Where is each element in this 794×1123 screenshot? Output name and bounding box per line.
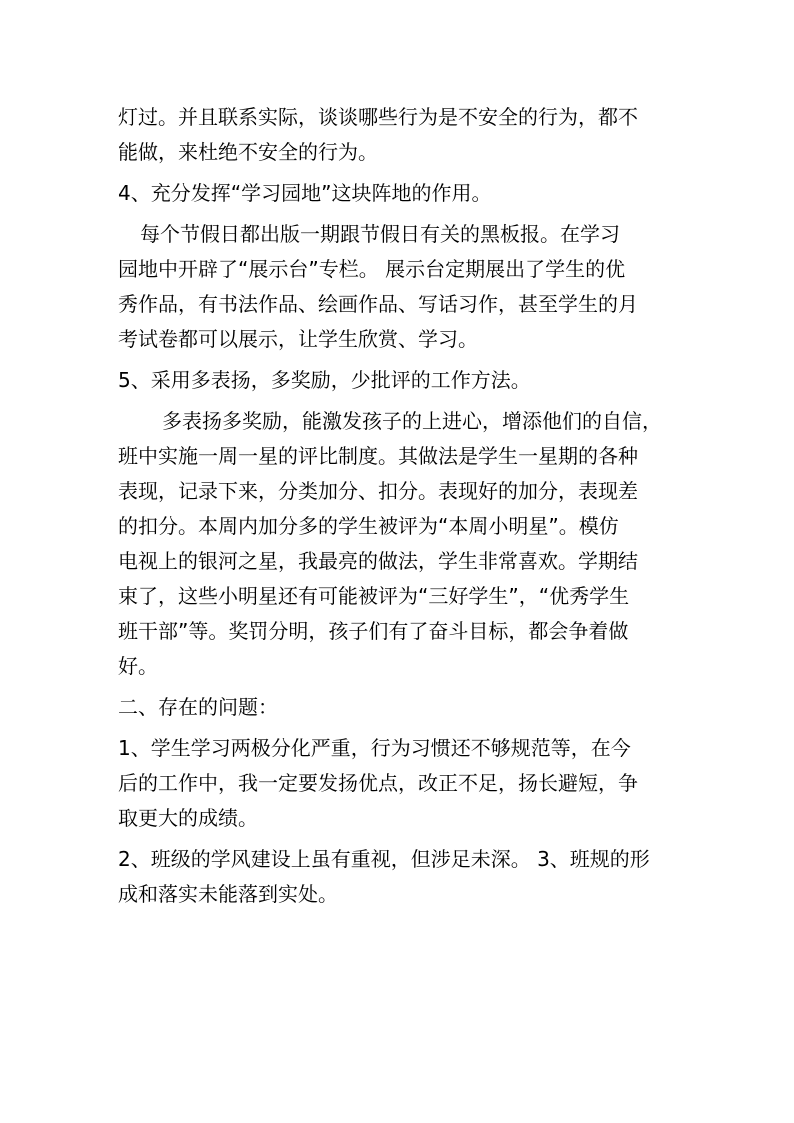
text-line: 好。: [118, 654, 158, 678]
text-line: 秀作品，有书法作品、绘画作品、写话习作，甚至学生的月: [118, 292, 638, 316]
text-line: 的扣分。本周内加分多的学生被评为“本周小明星”。模仿: [118, 514, 619, 538]
paragraph: [118, 731, 674, 836]
text-line: 园地中开辟了“展示台”专栏。 展示台定期展出了学生的优: [118, 257, 626, 281]
text-line: 5、采用多表扬，多奖励，少批评的工作方法。: [118, 368, 531, 392]
section-heading: [118, 363, 674, 398]
text-line: 成和落实未能落到实处。: [118, 882, 338, 906]
text-line: 2、班级的学风建设上虽有重视，但涉足未深。 3、班规的形: [118, 847, 650, 871]
text-line: 二、存在的问题：: [118, 695, 278, 719]
text-line: 班干部”等。奖罚分明，孩子们有了奋斗目标，都会争着做: [118, 619, 629, 643]
section-heading: [118, 176, 674, 211]
text-line: 束了，这些小明星还有可能被评为“三好学生”，“优秀学生: [118, 584, 630, 608]
text-line: 灯过。并且联系实际，谈谈哪些行为是不安全的行为，都不: [118, 105, 638, 129]
text-line: 能做，来杜绝不安全的行为。: [118, 140, 378, 164]
text-line: 表现，记录下来，分类加分、扣分。表现好的加分，表现差: [118, 479, 638, 503]
text-line: 后的工作中，我一定要发扬优点，改正不足，扬长避短，争: [118, 771, 638, 795]
text-line: 4、充分发挥“学习园地”这块阵地的作用。: [118, 181, 492, 205]
text-line: 考试卷都可以展示，让学生欣赏、学习。: [118, 327, 478, 351]
text-line: 多表扬多奖励，能激发孩子的上进心，增添他们的自信，: [162, 409, 662, 433]
paragraph: [118, 842, 674, 912]
text-line: 班中实施一周一星的评比制度。其做法是学生一星期的各种: [118, 444, 638, 468]
paragraph: [118, 100, 674, 170]
text-line: 取更大的成绩。: [118, 806, 258, 830]
document-page: [118, 100, 674, 918]
text-line: 电视上的银河之星，我最亮的做法，学生非常喜欢。学期结: [118, 549, 638, 573]
text-line: 每个节假日都出版一期跟节假日有关的黑板报。在学习: [140, 222, 620, 246]
section-heading: [118, 690, 674, 725]
text-line: 1、学生学习两极分化严重，行为习惯还不够规范等，在今: [118, 736, 631, 760]
paragraph: [118, 217, 674, 357]
paragraph: [118, 404, 674, 684]
